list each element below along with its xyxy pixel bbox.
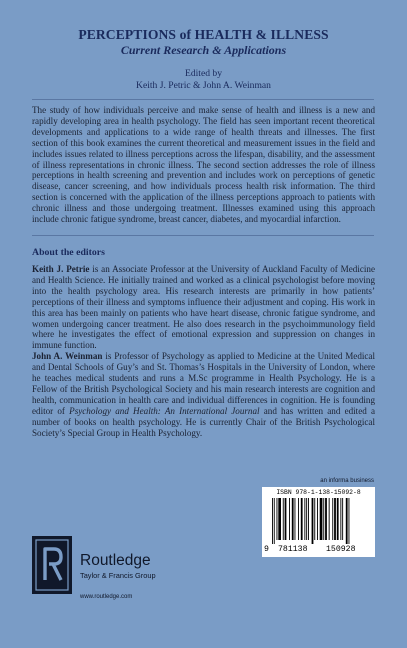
editor-name-petrie: Keith J. Petrie: [32, 264, 90, 274]
barcode-bar: [283, 498, 284, 540]
book-subtitle: Current Research & Applications: [120, 43, 287, 57]
publisher-name: Routledge: [80, 552, 151, 569]
isbn-number: ISBN 978-1-138-15092-8: [276, 489, 361, 496]
barcode-bar: [278, 498, 281, 540]
editor-bio-text: and has written and edited a number of books on health psychology. He is currently Chair of the British Psychological Society’s Special Group in Health Psychology.: [32, 405, 375, 438]
publisher-url: www.routledge.com: [80, 594, 133, 600]
barcode-bar: [349, 498, 350, 544]
editors-names: Keith J. Petric & John A. Weinman: [136, 80, 271, 91]
barcode-bar: [312, 498, 314, 544]
barcode-bar: [317, 498, 318, 540]
barcode-bar: [292, 498, 294, 540]
barcode-bar: [301, 498, 303, 540]
barcode-bar: [332, 498, 333, 540]
editor-bios: [32, 264, 375, 439]
about-editors-heading: About the editors: [32, 247, 105, 258]
editor-bio-text: is Professor of Psychology as applied to Medicine at the United Medical and Dental Schools of Guy’s and St. Thomas’s Hospitals in the University of London, where he teaches medical students and runs a M.Sc programme in Health Psychology. He is a Fellow of the British Psychological Society and his main research interests are cognition and health, communication in health care and individual differences in cognition. He is founding editor of: [32, 351, 375, 416]
barcode-bar: [298, 498, 299, 540]
barcode-bar: [342, 498, 343, 540]
barcode-bars: [272, 498, 370, 544]
barcode-bar: [308, 498, 309, 540]
barcode-bar: [320, 498, 323, 540]
journal-title: Psychology and Health: An International Journal: [69, 405, 260, 416]
isbn-barcode: [262, 487, 375, 557]
barcode-bar: [334, 498, 336, 540]
barcode-bar: [346, 498, 348, 544]
editor-name-weinman: John A. Weinman: [32, 351, 103, 362]
barcode-bar: [304, 498, 305, 540]
publisher-group: Taylor & Francis Group: [80, 571, 156, 580]
editor-bio-petrie: [32, 264, 375, 351]
barcode-group-left: 781138: [278, 545, 308, 554]
barcode-bar: [277, 498, 278, 540]
barcode-bar: [323, 498, 324, 540]
barcode-bar: [306, 498, 307, 540]
barcode-bar: [325, 498, 327, 540]
barcode-bar: [337, 498, 339, 540]
barcode-digit-first: 9: [264, 545, 269, 554]
barcode-bar: [274, 498, 275, 544]
divider-top: [32, 99, 374, 100]
barcode-bar: [329, 498, 330, 540]
barcode-bar: [314, 498, 315, 540]
editor-bio-text: is an Associate Professor at the University of Auckland Faculty of Medicine and Health Science. He initially trained and worked as a clinical psychologist before moving into the health psychology area. His research interests are primarily in how patients’ perceptions of their illness and symptoms influence their adjustment and coping. His work in this area has been mainly on patients who have heart disease, chronic fatigue syndrome, and women undergoing cancer treatment. He also does research in the psychoimmunology field where he investigates the effect of emotional expression and suppression on changes in immune function.: [32, 264, 375, 351]
barcode-bar: [272, 498, 273, 544]
edited-by-label: Edited by: [184, 68, 223, 79]
barcode-bar: [340, 498, 341, 540]
routledge-logo-icon: [32, 536, 72, 594]
barcode-bar: [295, 498, 296, 540]
informa-tagline: an informa business: [320, 478, 374, 484]
barcode-bar: [289, 498, 290, 540]
divider-middle: [32, 235, 374, 236]
barcode-bar: [285, 498, 287, 540]
book-title: PERCEPTIONS of HEALTH & ILLNESS: [78, 27, 329, 42]
barcode-group-right: 150928: [326, 545, 356, 554]
book-description: The study of how individuals perceive and make sense of health and illness is a new and rapidly developing area in health psychology. The field has seen important recent theoretical developments and applications to a wide range of health threats and illnesses. The first section of this book examines the current theoretical and measurement issues in the field and includes issues related to illness perceptions across the lifespan, disability, and the assessment of illness representations in chronic illness. The second section addresses the role of illness perceptions in health screening and prevention and includes work on perceptions of genetic disease, cancer screening, and how individuals process health risk information. The third section is concerned with the application of the illness perceptions approach to patients with chronic illness and those undergoing treatment. Illnesses examined using this approach include chronic fatigue syndrome, breast cancer, diabetes, and myocardial infarction.: [32, 105, 375, 225]
editor-bio-weinman: [32, 351, 375, 438]
